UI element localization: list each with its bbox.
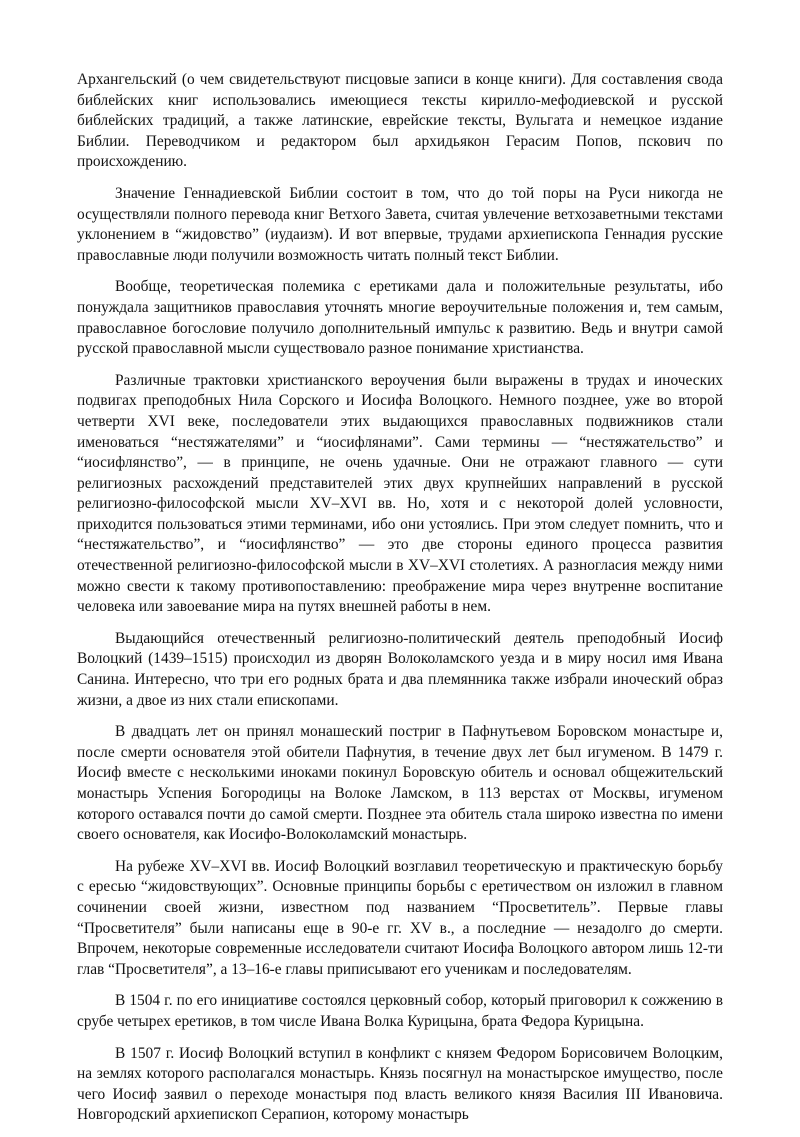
paragraph-7: На рубеже XV–XVI вв. Иосиф Волоцкий возглавил теоретическую и практическую борьбу с ересью “жидовствующих”. Основные принципы борьбы с еретичеством он изложил в главном сочинении своей жизни, известном под названием “Просветитель”. Первые главы “Просветителя” были написаны еще в 90-е гг. XV в., а последние — незадолго до смерти. Впрочем, некоторые современные исследователи считают Иосифа Волоцкого автором лишь 12-ти глав “Просветителя”, а 13–16-е главы приписывают его ученикам и последователям. bbox=[77, 857, 723, 978]
paragraph-3: Вообще, теоретическая полемика с еретиками дала и положительные результаты, ибо понуждала защитников православия уточнять многие вероучительные положения и, тем самым, православное богословие получило дополнительный импульс к развитию. Ведь и внутри самой русской православной мысли существовало разное понимание христианства. bbox=[77, 278, 723, 358]
paragraph-5: Выдающийся отечественный религиозно-политический деятель преподобный Иосиф Волоцкий (1439–1515) происходил из дворян Волоколамского уезда и в миру носил имя Ивана Санина. Интересно, что три его родных брата и два племянника также избрали иноческий образ жизни, а двое из них стали епископами. bbox=[77, 629, 723, 709]
paragraph-6: В двадцать лет он принял монашеский постриг в Пафнутьевом Боровском монастыре и, после смерти основателя этой обители Пафнутия, в течение двух лет был игуменом. В 1479 г. Иосиф вместе с несколькими иноками покинул Боровскую обитель и основал общежительский монастырь Успения Богородицы на Волоке Ламском, в 113 верстах от Москвы, игуменом которого оставался почти до самой смерти. Позднее эта обитель стала широко известна по имени своего основателя, как Иосифо-Волоколамский монастырь. bbox=[77, 723, 723, 844]
paragraph-8: В 1504 г. по его инициативе состоялся церковный собор, который приговорил к сожжению в срубе четырех еретиков, в том числе Ивана Волка Курицына, брата Федора Курицына. bbox=[77, 992, 723, 1030]
paragraph-1: Архангельский (о чем свидетельствуют писцовые записи в конце книги). Для составления свода библейских книг использовались имеющиеся тексты кирилло-мефодиевской и русской библейских традиций, а также латинские, еврейские тексты, Вульгата и немецкое издание Библии. Переводчиком и редактором был архидьякон Герасим Попов, пскович по происхождению. bbox=[77, 71, 723, 171]
paragraph-9: В 1507 г. Иосиф Волоцкий вступил в конфликт с князем Федором Борисовичем Волоцким, на землях которого располагался монастырь. Князь посягнул на монастырское имущество, после чего Иосиф заявил о переходе монастыря под власть великого князя Василия III Ивановича. Новгородский архиепископ Серапион, которому монастырь bbox=[77, 1044, 723, 1124]
paragraph-4: Различные трактовки христианского вероучения были выражены в трудах и иноческих подвигах преподобных Нила Сорского и Иосифа Волоцкого. Немного позднее, уже во второй четверти XVI веке, последователи этих выдающихся православных подвижников стали именоваться “нестяжателями” и “иосифлянами”. Сами термины — “нестяжательство” и “иосифлянство”, — в принципе, не очень удачные. Они не отражают главного — сути религиозных расхождений представителей этих двух крупнейших направлений в русской религиозно-философской мысли XV–XVI вв. Но, хотя и с некоторой долей условности, приходится пользоваться этими терминами, ибо они устоялись. При этом следует помнить, что и “нестяжательство”, и “иосифлянство” — это две стороны единого процесса развития отечественной религиозно-философской мысли в XV–XVI столетиях. А разногласия между ними можно свести к такому противопоставлению: преображение мира через внутренне воспитание человека или завоевание мира на путях внешней работы в нем. bbox=[77, 371, 723, 616]
document-page bbox=[77, 70, 723, 1137]
paragraph-2: Значение Геннадиевской Библии состоит в том, что до той поры на Руси никогда не осуществляли полного перевода книг Ветхого Завета, считая увлечение ветхозаветными текстами уклонением в “жидовство” (иудаизм). И вот впервые, трудами архиепископа Геннадия русские православные люди получили возможность читать полный текст Библии. bbox=[77, 184, 723, 264]
